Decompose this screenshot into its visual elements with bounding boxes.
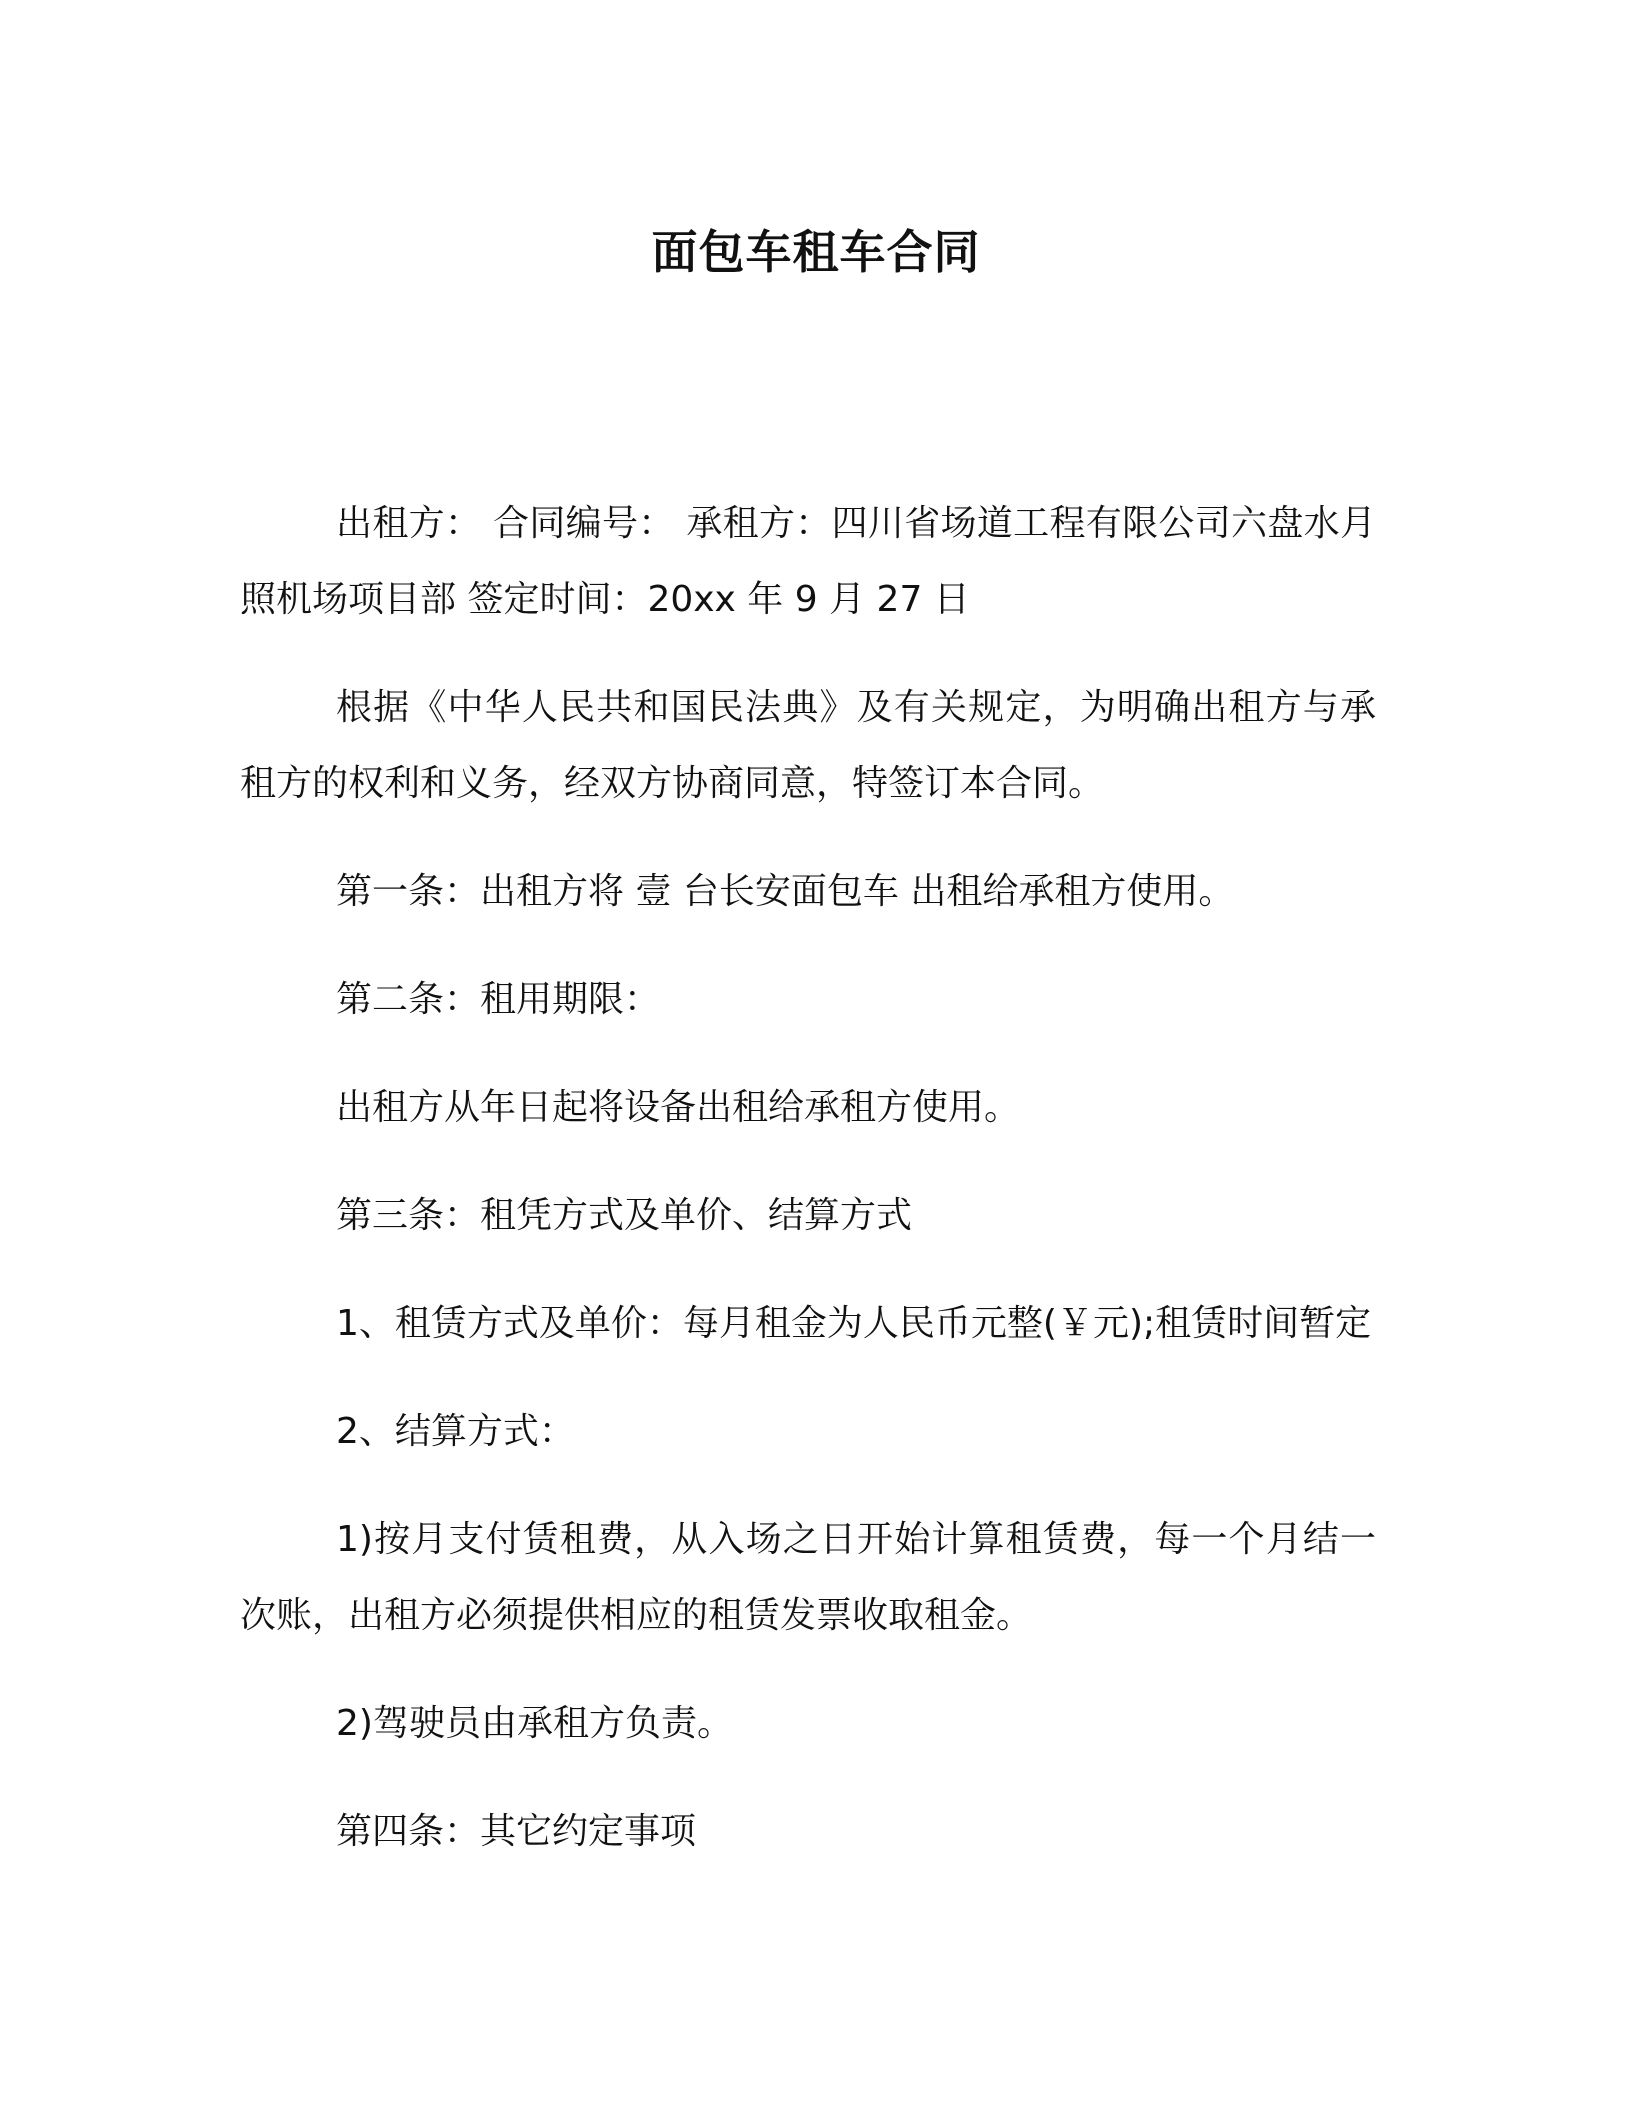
rental-method-paragraph: 1、租赁方式及单价：每月租金为人民币元整(￥元);租赁时间暂定 (336, 1303, 1372, 1344)
document-title: 面包车租车合同 (651, 225, 981, 279)
article-3-heading: 第三条：租凭方式及单价、结算方式 (336, 1195, 913, 1236)
settlement-method-heading: 2、结算方式： (336, 1411, 575, 1452)
driver-responsibility-paragraph: 2)驾驶员由承租方负责。 (336, 1703, 733, 1744)
document-body (240, 486, 1376, 1902)
article-2-heading: 第二条：租用期限： (336, 979, 661, 1020)
parties-and-date-paragraph: 出租方： 合同编号： 承租方：四川省场道工程有限公司六盘水月照机场项目部 签定时间：20xx 年 9 月 27 日 (240, 503, 1376, 620)
monthly-payment-paragraph: 1)按月支付赁租费，从入场之日开始计算租赁费，每一个月结一次账，出租方必须提供相应的租赁发票收取租金。 (240, 1519, 1376, 1636)
article-4-heading: 第四条：其它约定事项 (336, 1811, 697, 1852)
article-1-paragraph: 第一条：出租方将 壹 台长安面包车 出租给承租方使用。 (336, 871, 1235, 912)
preamble-paragraph: 根据《中华人民共和国民法典》及有关规定，为明确出租方与承租方的权利和义务，经双方协商同意，特签订本合同。 (240, 687, 1376, 804)
rental-period-paragraph: 出租方从年日起将设备出租给承租方使用。 (336, 1087, 1021, 1128)
